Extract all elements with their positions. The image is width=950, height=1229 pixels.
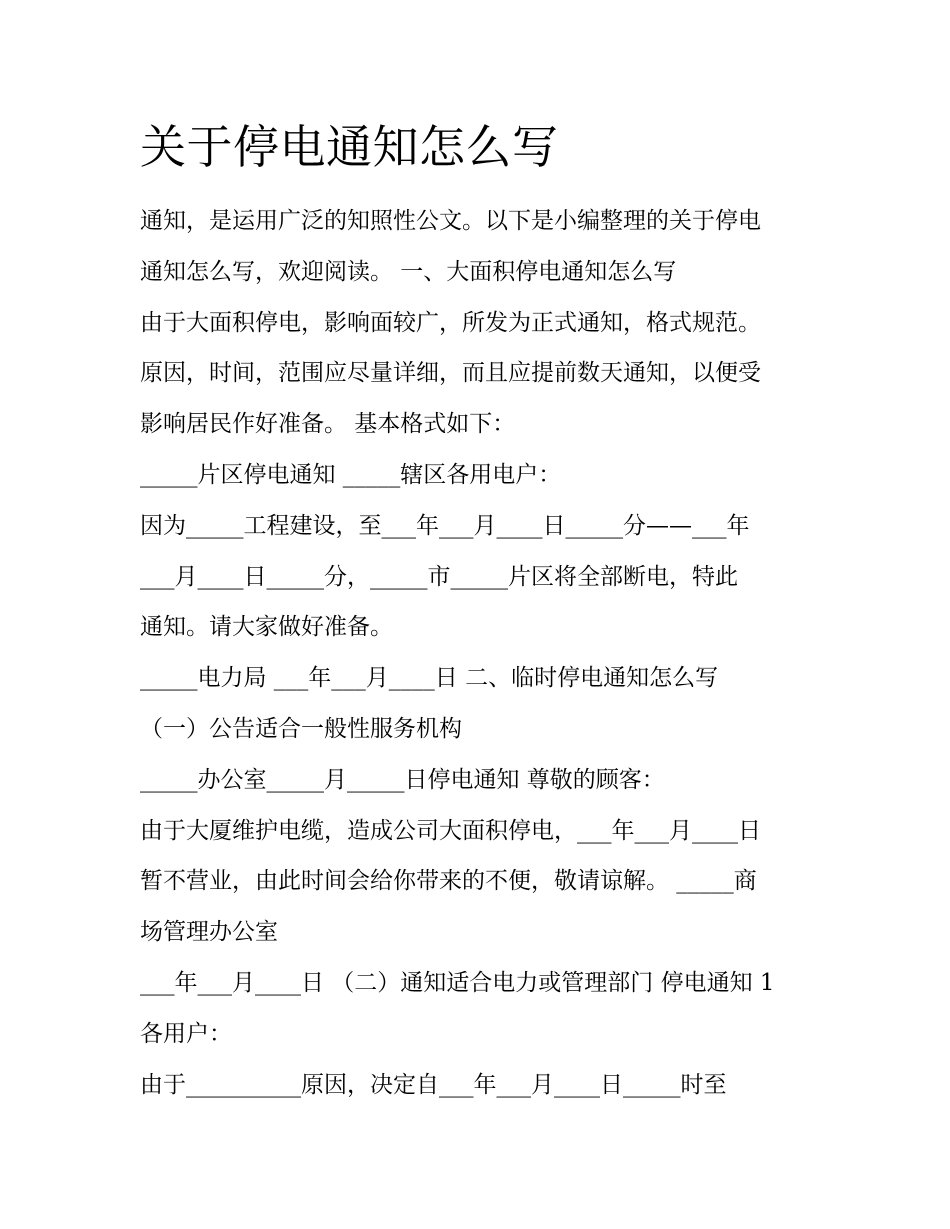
document-title: 关于停电通知怎么写 [140,120,559,174]
body-line: 影响居民作好准备。 基本格式如下： [140,411,516,438]
body-line: _____办公室_____月_____日停电通知 尊敬的顾客： [140,766,665,793]
body-line: 场管理办公室 [140,919,278,946]
body-line: _____电力局 ___年___月____日 二、临时停电通知怎么写 [140,665,719,692]
body-line: （一）公告适合一般性服务机构 [140,715,462,742]
body-line: 通知怎么写，欢迎阅读。 一、大面积停电通知怎么写 [140,258,677,285]
document-body [140,196,830,1110]
body-line: 由于大面积停电，影响面较广，所发为正式通知，格式规范。 [140,309,761,336]
body-line: 由于__________原因，决定自___年___月____日_____时至 [140,1071,727,1098]
body-line: 因为_____工程建设，至___年___月____日_____分——___年 [140,512,750,539]
body-line: _____片区停电通知 _____辖区各用电户： [140,461,562,488]
body-line: 原因，时间，范围应尽量详细，而且应提前数天通知，以便受 [140,360,761,387]
body-line: 通知。请大家做好准备。 [140,614,393,641]
body-line: ___年___月____日 （二）通知适合电力或管理部门 停电通知 1 [140,969,775,996]
body-line: 通知，是运用广泛的知照性公文。以下是小编整理的关于停电 [140,208,761,234]
body-line: 各用户： [140,1020,232,1047]
body-line: 由于大厦维护电缆，造成公司大面积停电，___年___月____日 [140,817,761,844]
body-line: 暂不营业，由此时间会给你带来的不便，敬请谅解。 _____商 [140,868,757,895]
body-line: ___月____日_____分，_____市_____片区将全部断电，特此 [140,563,738,590]
